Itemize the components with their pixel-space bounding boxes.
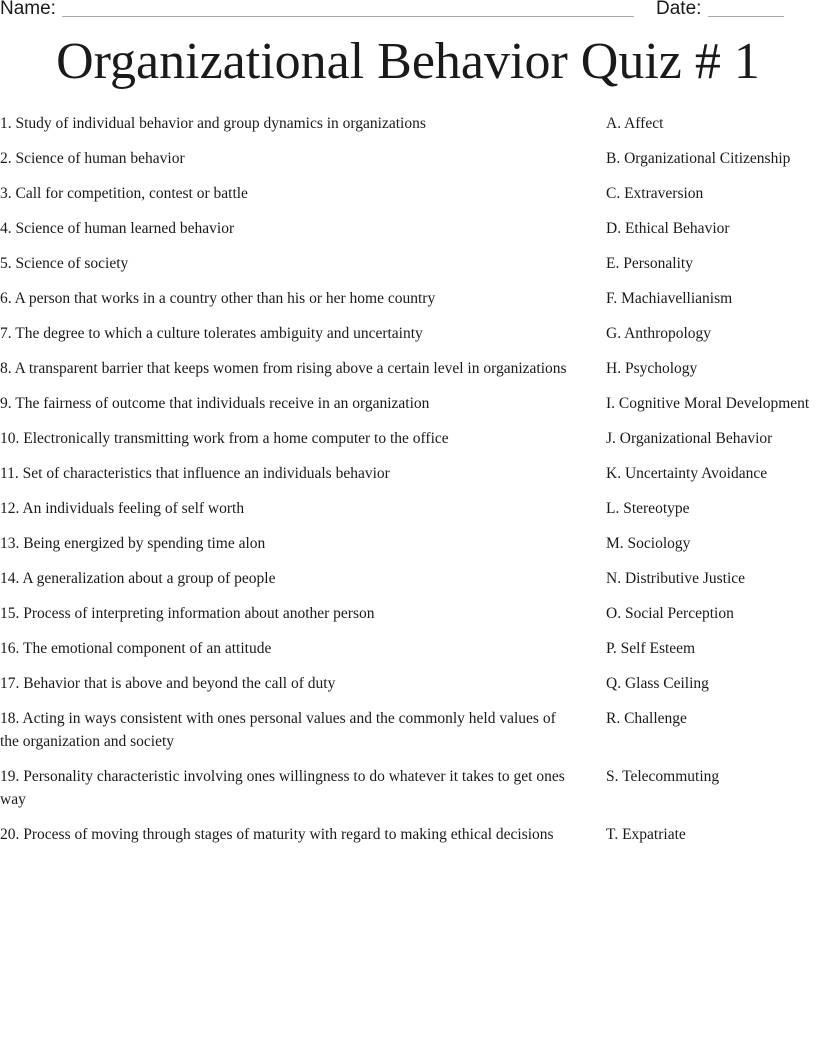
quiz-row [0,287,816,310]
answer-option: D. Ethical Behavior [606,220,730,237]
quiz-row [0,567,816,590]
question-text: 18. Acting in ways consistent with ones personal values and the commonly held values of the organization and society [0,710,556,750]
date-label: Date: [656,0,702,19]
answer-option: C. Extraversion [606,185,704,202]
answer-option: Q. Glass Ceiling [606,675,709,692]
question-text: 8. A transparent barrier that keeps women from rising above a certain level in organizations [0,360,567,377]
answer-option: P. Self Esteem [606,640,696,657]
answer-option: B. Organizational Citizenship [606,150,791,167]
quiz-row [0,672,816,695]
question-text: 7. The degree to which a culture tolerates ambiguity and uncertainty [0,325,423,342]
quiz-row [0,322,816,345]
question-text: 3. Call for competition, contest or battle [0,185,248,202]
quiz-row [0,765,816,811]
quiz-row [0,182,816,205]
question-text: 15. Process of interpreting information about another person [0,605,375,622]
question-text: 16. The emotional component of an attitude [0,640,272,657]
answer-option: N. Distributive Justice [606,570,746,587]
quiz-matching-list [0,112,816,858]
question-text: 20. Process of moving through stages of maturity with regard to making ethical decisions [0,826,554,843]
quiz-row [0,392,816,415]
question-text: 9. The fairness of outcome that individuals receive in an organization [0,395,430,412]
quiz-row [0,707,816,753]
question-text: 17. Behavior that is above and beyond the call of duty [0,675,336,692]
answer-option: M. Sociology [606,535,691,552]
name-label: Name: [0,0,56,19]
header [0,0,816,24]
quiz-row [0,637,816,660]
answer-option: I. Cognitive Moral Development [606,395,810,412]
question-text: 6. A person that works in a country other than his or her home country [0,290,436,307]
question-text: 12. An individuals feeling of self worth [0,500,245,517]
date-blank-line [708,16,784,17]
quiz-row [0,823,816,846]
question-text: 10. Electronically transmitting work from a home computer to the office [0,430,449,447]
answer-option: K. Uncertainty Avoidance [606,465,768,482]
answer-option: R. Challenge [606,710,687,727]
quiz-row [0,147,816,170]
answer-option: H. Psychology [606,360,698,377]
name-blank-line [62,16,634,17]
quiz-row [0,357,816,380]
quiz-row [0,462,816,485]
question-text: 1. Study of individual behavior and group dynamics in organizations [0,115,426,132]
question-text: 14. A generalization about a group of people [0,570,276,587]
answer-option: T. Expatriate [606,826,686,843]
question-text: 11. Set of characteristics that influence an individuals behavior [0,465,390,482]
quiz-row [0,427,816,450]
quiz-row [0,112,816,135]
quiz-row [0,532,816,555]
quiz-row [0,497,816,520]
answer-option: J. Organizational Behavior [606,430,773,447]
answer-option: S. Telecommuting [606,768,720,785]
answer-option: G. Anthropology [606,325,712,342]
question-text: 13. Being energized by spending time alon [0,535,266,552]
question-text: 4. Science of human learned behavior [0,220,235,237]
answer-option: O. Social Perception [606,605,734,622]
question-text: 19. Personality characteristic involving ones willingness to do whatever it takes to get ones way [0,768,565,808]
question-text: 2. Science of human behavior [0,150,185,167]
answer-option: F. Machiavellianism [606,290,733,307]
quiz-row [0,252,816,275]
answer-option: E. Personality [606,255,693,272]
quiz-row [0,602,816,625]
quiz-row [0,217,816,240]
answer-option: A. Affect [606,115,664,132]
answer-option: L. Stereotype [606,500,690,517]
page-title: Organizational Behavior Quiz # 1 [56,33,760,90]
question-text: 5. Science of society [0,255,129,272]
